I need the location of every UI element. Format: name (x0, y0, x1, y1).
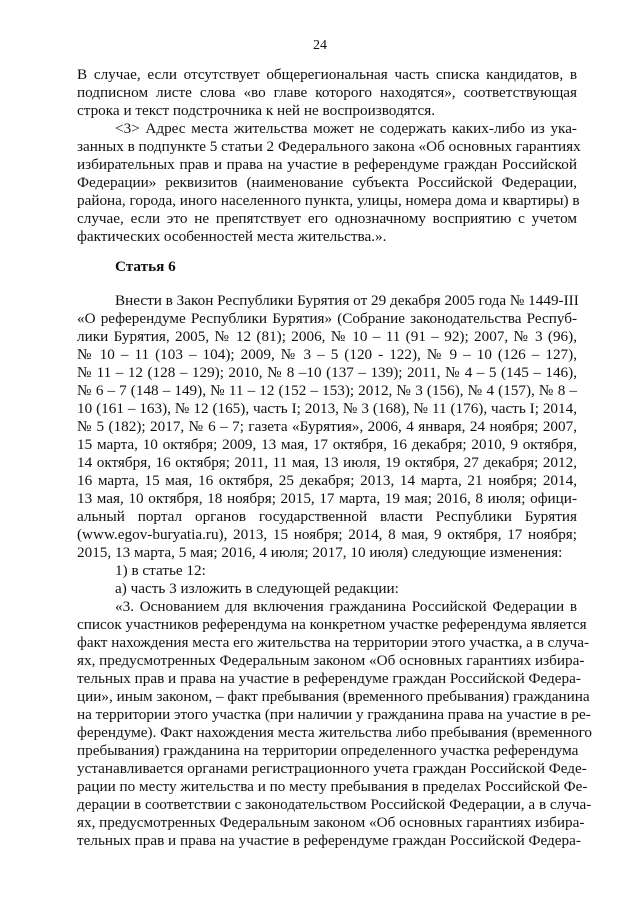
text-line: 10 (161 – 163), № 12 (165), часть I; 2013, № 3 (168), № 11 (176), часть I; 2014, (77, 400, 577, 417)
text-line: 15 марта, 10 октября; 2009, 13 мая, 17 октября, 16 декабря; 2010, 9 октября, (77, 436, 577, 453)
text-line: на территории этого участка (при наличии у гражданина права на участие в ре- (77, 706, 591, 723)
text-line: № 6 – 7 (148 – 149), № 11 – 12 (152 – 153); 2012, № 3 (156), № 4 (157), № 8 – (77, 382, 577, 399)
text-line: Внести в Закон Республики Бурятия от 29 декабря 2005 года № 1449-III (115, 292, 579, 309)
text-line: 14 октября, 16 октября; 2011, 11 мая, 13 июля, 19 октября, 27 декабря; 2012, (77, 454, 577, 471)
text-line: пребывания) гражданина на территории определенного участка референдума (77, 742, 579, 759)
text-line: (www.egov-buryatia.ru), 2013, 15 ноября; 2014, 8 мая, 9 октября, 17 ноября; (77, 526, 577, 543)
text-line: альный портал органов государственной власти Республики Бурятия (77, 508, 577, 525)
text-line: рации по месту жительства и по месту пребывания в пределах Российской Фе- (77, 778, 588, 795)
text-line: № 11 – 12 (128 – 129); 2010, № 8 –10 (137 – 139); 2011, № 4 – 5 (145 – 146), (77, 364, 577, 381)
text-line: «О референдуме Республики Бурятия» (Собрание законодательства Респуб- (77, 310, 577, 327)
text-line: ции», иным законом, – факт пребывания (временного пребывания) гражданина (77, 688, 590, 705)
text-line: района, города, иного населенного пункта, улицы, номера дома и квартиры) в (77, 192, 580, 209)
text-line: тельных прав и права на участие в референдуме граждан Российской Федера- (77, 670, 581, 687)
text-line: лики Бурятия, 2005, № 12 (81); 2006, № 10 – 11 (91 – 92); 2007, № 3 (96), (77, 328, 577, 345)
text-line: случае, если это не препятствует его однозначному восприятию с учетом (77, 210, 577, 227)
text-line: тельных прав и права на участие в референдуме граждан Российской Федера- (77, 832, 581, 849)
text-line: 13 мая, 10 октября, 18 ноября; 2015, 17 марта, 19 мая; 2016, 8 июля; офици- (77, 490, 577, 507)
text-line: устанавливается органами регистрационного учета граждан Российской Феде- (77, 760, 587, 777)
text-line: список участников референдума на конкретном участке референдума является (77, 616, 587, 633)
text-line: факт нахождения места его жительства на территории этого участка, а в случа- (77, 634, 590, 651)
text-line: дерации в соответствии с законодательством Российской Федерации, а в случа- (77, 796, 592, 813)
text-line: ях, предусмотренных Федеральным законом «Об основных гарантиях избира- (77, 814, 585, 831)
text-line: Федерации» реквизитов (наименование субъекта Российской Федерации, (77, 174, 577, 191)
text-line: 2015, 13 марта, 5 мая; 2016, 4 июля; 2017, 10 июля) следующие изменения: (77, 544, 563, 561)
page-number: 24 (313, 38, 327, 53)
text-line: строка и текст подстрочника к ней не воспроизводятся. (77, 102, 436, 119)
text-line: подписном листе слова «во главе которого находятся», соответствующая (77, 84, 577, 101)
text-line: избирательных прав и права на участие в референдуме граждан Российской (77, 156, 577, 173)
text-line: 16 марта, 15 мая, 16 октября, 25 декабря; 2013, 14 марта, 21 ноября; 2014, (77, 472, 577, 489)
text-line: ях, предусмотренных Федеральным законом «Об основных гарантиях избира- (77, 652, 585, 669)
article-heading: Статья 6 (115, 258, 176, 275)
text-line: занных в подпункте 5 статьи 2 Федерального закона «Об основных гарантиях (77, 138, 581, 155)
text-line: В случае, если отсутствует общерегиональная часть списка кандидатов, в (77, 66, 577, 83)
text-line: а) часть 3 изложить в следующей редакции: (115, 580, 399, 597)
text-line: ферендуме). Факт нахождения места жительства либо пребывания (временного (77, 724, 593, 741)
text-line: № 5 (182); 2017, № 6 – 7; газета «Бурятия», 2006, 4 января, 24 ноября; 2007, (77, 418, 577, 435)
text-line: № 10 – 11 (103 – 104); 2009, № 3 – 5 (120 - 122), № 9 – 10 (126 – 127), (77, 346, 577, 363)
text-line: фактических особенностей места жительства.». (77, 228, 387, 245)
text-line: <3> Адрес места жительства может не содержать каких-либо из ука- (115, 120, 577, 137)
text-line: 1) в статье 12: (115, 562, 206, 579)
text-line: «3. Основанием для включения гражданина Российской Федерации в (115, 598, 577, 615)
